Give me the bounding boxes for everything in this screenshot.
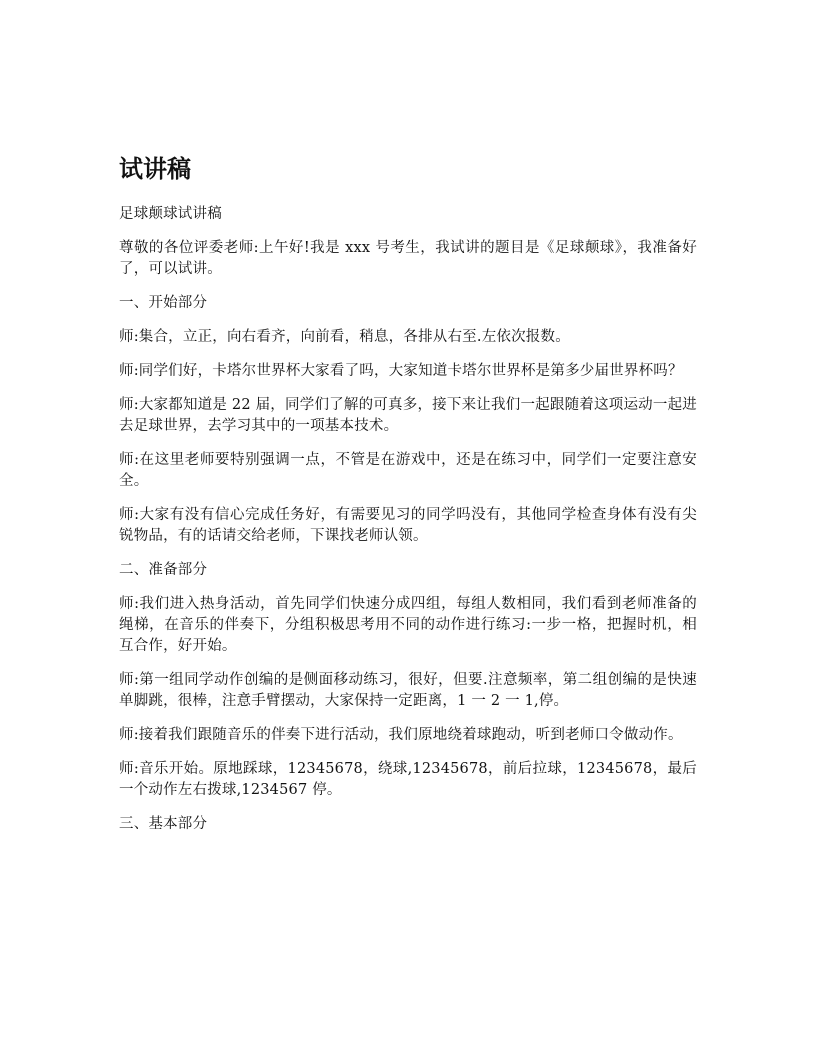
paragraph: 师:大家都知道是 22 届，同学们了解的可真多，接下来让我们一起跟随着这项运动一起进去足球世界，去学习其中的一项基本技术。 [119, 397, 697, 434]
paragraph: 师:第一组同学动作创编的是侧面移动练习，很好，但要.注意频率，第二组创编的是快速单脚跳，很棒，注意手臂摆动，大家保持一定距离，1 一 2 一 1,停。 [119, 672, 697, 709]
section-heading-basic: 三、基本部分 [119, 816, 208, 832]
paragraph: 师:同学们好，卡塔尔世界杯大家看了吗，大家知道卡塔尔世界杯是第多少届世界杯吗？ [119, 363, 683, 379]
document-title: 试讲稿 [119, 155, 191, 183]
section-heading-warmup: 二、准备部分 [119, 562, 208, 578]
section-heading-start: 一、开始部分 [119, 295, 208, 311]
paragraph: 师:我们进入热身活动，首先同学们快速分成四组，每组人数相同，我们看到老师准备的绳梯，在音乐的伴奏下，分组积极思考用不同的动作进行练习:一步一格，把握时机，相互合作，好开始。 [119, 596, 697, 654]
document-page [119, 152, 697, 848]
paragraph: 师:音乐开始。原地踩球，12345678，绕球,12345678，前后拉球，12345678，最后一个动作左右拨球,1234567 停。 [119, 761, 697, 798]
paragraph: 师:接着我们跟随音乐的伴奏下进行活动，我们原地绕着球跑动，听到老师口令做动作。 [119, 727, 683, 743]
paragraph-greeting: 尊敬的各位评委老师:上午好!我是 xxx 号考生，我试讲的题目是《足球颠球》，我准备好了，可以试讲。 [119, 240, 697, 277]
paragraph: 师:在这里老师要特别强调一点，不管是在游戏中，还是在练习中，同学们一定要注意安全。 [119, 452, 697, 489]
paragraph: 师:集合，立正，向右看齐，向前看，稍息，各排从右至.左依次报数。 [119, 329, 570, 345]
subtitle: 足球颠球试讲稿 [119, 206, 222, 222]
paragraph: 师:大家有没有信心完成任务好，有需要见习的同学吗没有，其他同学检查身体有没有尖锐物品，有的话请交给老师，下课找老师认领。 [119, 507, 697, 544]
